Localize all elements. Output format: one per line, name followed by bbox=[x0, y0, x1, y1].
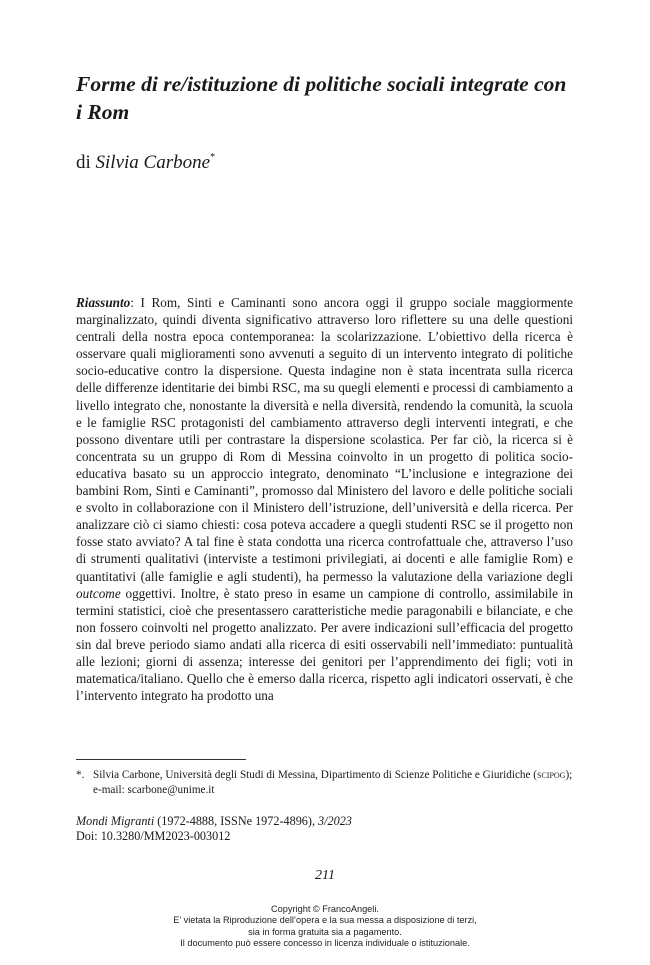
journal-citation bbox=[76, 814, 573, 829]
copyright-line-1: Copyright © FrancoAngeli. bbox=[271, 904, 379, 914]
copyright-line-2: E’ vietata la Riproduzione dell’opera e la sua messa a disposizione di terzi, bbox=[173, 915, 477, 926]
copyright-line-4: Il documento può essere concesso in licenza individuale o istituzionale. bbox=[180, 938, 470, 949]
journal-info bbox=[76, 814, 573, 844]
copyright-notice bbox=[0, 904, 650, 950]
footnote-divider bbox=[76, 759, 246, 760]
footnote-text-part1: Silvia Carbone, Università degli Studi di Messina, Dipartimento di Scienze Politiche e Giuridiche ( bbox=[93, 769, 537, 781]
abstract-text-part2: oggettivi. Inoltre, è stato preso in esame un campione di controllo, assimilabile in termini statistici, cioè che presentassero caratteristiche medie paragonabili e bilanciate, e che non fossero coinvolti nel progetto analizzato. Per avere indicazioni sull’efficacia del progetto sin dal breve periodo siamo andati alla ricerca di esiti osservabili nell’immediato: puntualità alle lezioni; giorni di assenza; interesse dei genitori per l’apprendimento dei figli; voti in matematica/italiano. Quello che è emerso dalla ricerca, rispetto agli indicatori osservati, è che l’intervento integrato ha prodotto una bbox=[76, 585, 573, 704]
abstract-italic-word: outcome bbox=[76, 585, 121, 601]
abstract bbox=[76, 294, 573, 704]
page-number: 211 bbox=[315, 868, 335, 883]
author-line bbox=[76, 146, 215, 175]
journal-doi: Doi: 10.3280/MM2023-003012 bbox=[76, 829, 231, 843]
article-title: Forme di re/istituzione di politiche sociali integrate con i Rom bbox=[76, 72, 567, 124]
abstract-label: Riassunto bbox=[76, 295, 131, 310]
footnote-marker: * bbox=[210, 152, 216, 163]
journal-issn: (1972-4888, ISSNe 1972-4896), bbox=[154, 814, 319, 828]
footnote-mark: *. bbox=[76, 769, 85, 781]
journal-name: Mondi Migranti bbox=[76, 814, 155, 828]
footnote bbox=[76, 768, 573, 798]
abstract-text-part1: : I Rom, Sinti e Caminanti sono ancora oggi il gruppo sociale maggiormente marginalizzato, quindi diventa significativo attraverso loro riflettere su una delle questioni centrali della nostra epoca contemporanea: la scolarizzazione. L’obiettivo della ricerca è osservare quali miglioramenti sono avvenuti a seguito di un intervento integrato di politiche socio-educative contro la dispersione. Questa indagine non è stata incentrata sulla ricerca delle differenze identitarie dei bimbi RSC, ma su quegli elementi e processi di cambiamento a livello integrato che, nonostante la diversità e nella diversità, rendendo la comunità, la scuola e le famiglie RSC protagonisti del cambiamento attraverso degli interventi integrati, e che possono diventare utili per contrastare la dispersione scolastica. Per far ciò, la ricerca si è concentrata su un gruppo di Rom di Messina coinvolto in un progetto di politica socio-educativa basato su un approccio integrato, denominato “L’inclusione e integrazione dei bambini Rom, Sinti e Caminanti”, promosso dal Ministero del lavoro e delle politiche sociali e svolto in collaborazione con il Ministero dell’istruzione, dell’università e della ricerca. Per analizzare ciò ci siamo chiesti: cosa poteva accadere a quegli studenti RSC se il progetto non fosse stato avviato? A tal fine è stata condotta una ricerca controfattuale che, attraverso l’uso di strumenti qualitativi (interviste a testimoni privilegiati, ai docenti e alle famiglie Rom) e quantitativi (alle famiglie e agli studenti), ha permesso la valutazione della variazione degli bbox=[76, 295, 573, 584]
journal-issue: 3/2023 bbox=[318, 814, 352, 828]
author-name: Silvia Carbone bbox=[95, 152, 211, 173]
author-prefix: di bbox=[76, 152, 96, 173]
copyright-line-3: sia in forma gratuita sia a pagamento. bbox=[248, 926, 402, 937]
footnote-text-part2: ); e-mail: scarbone@unime.it bbox=[93, 769, 573, 796]
footnote-acronym: scipog bbox=[537, 769, 566, 781]
